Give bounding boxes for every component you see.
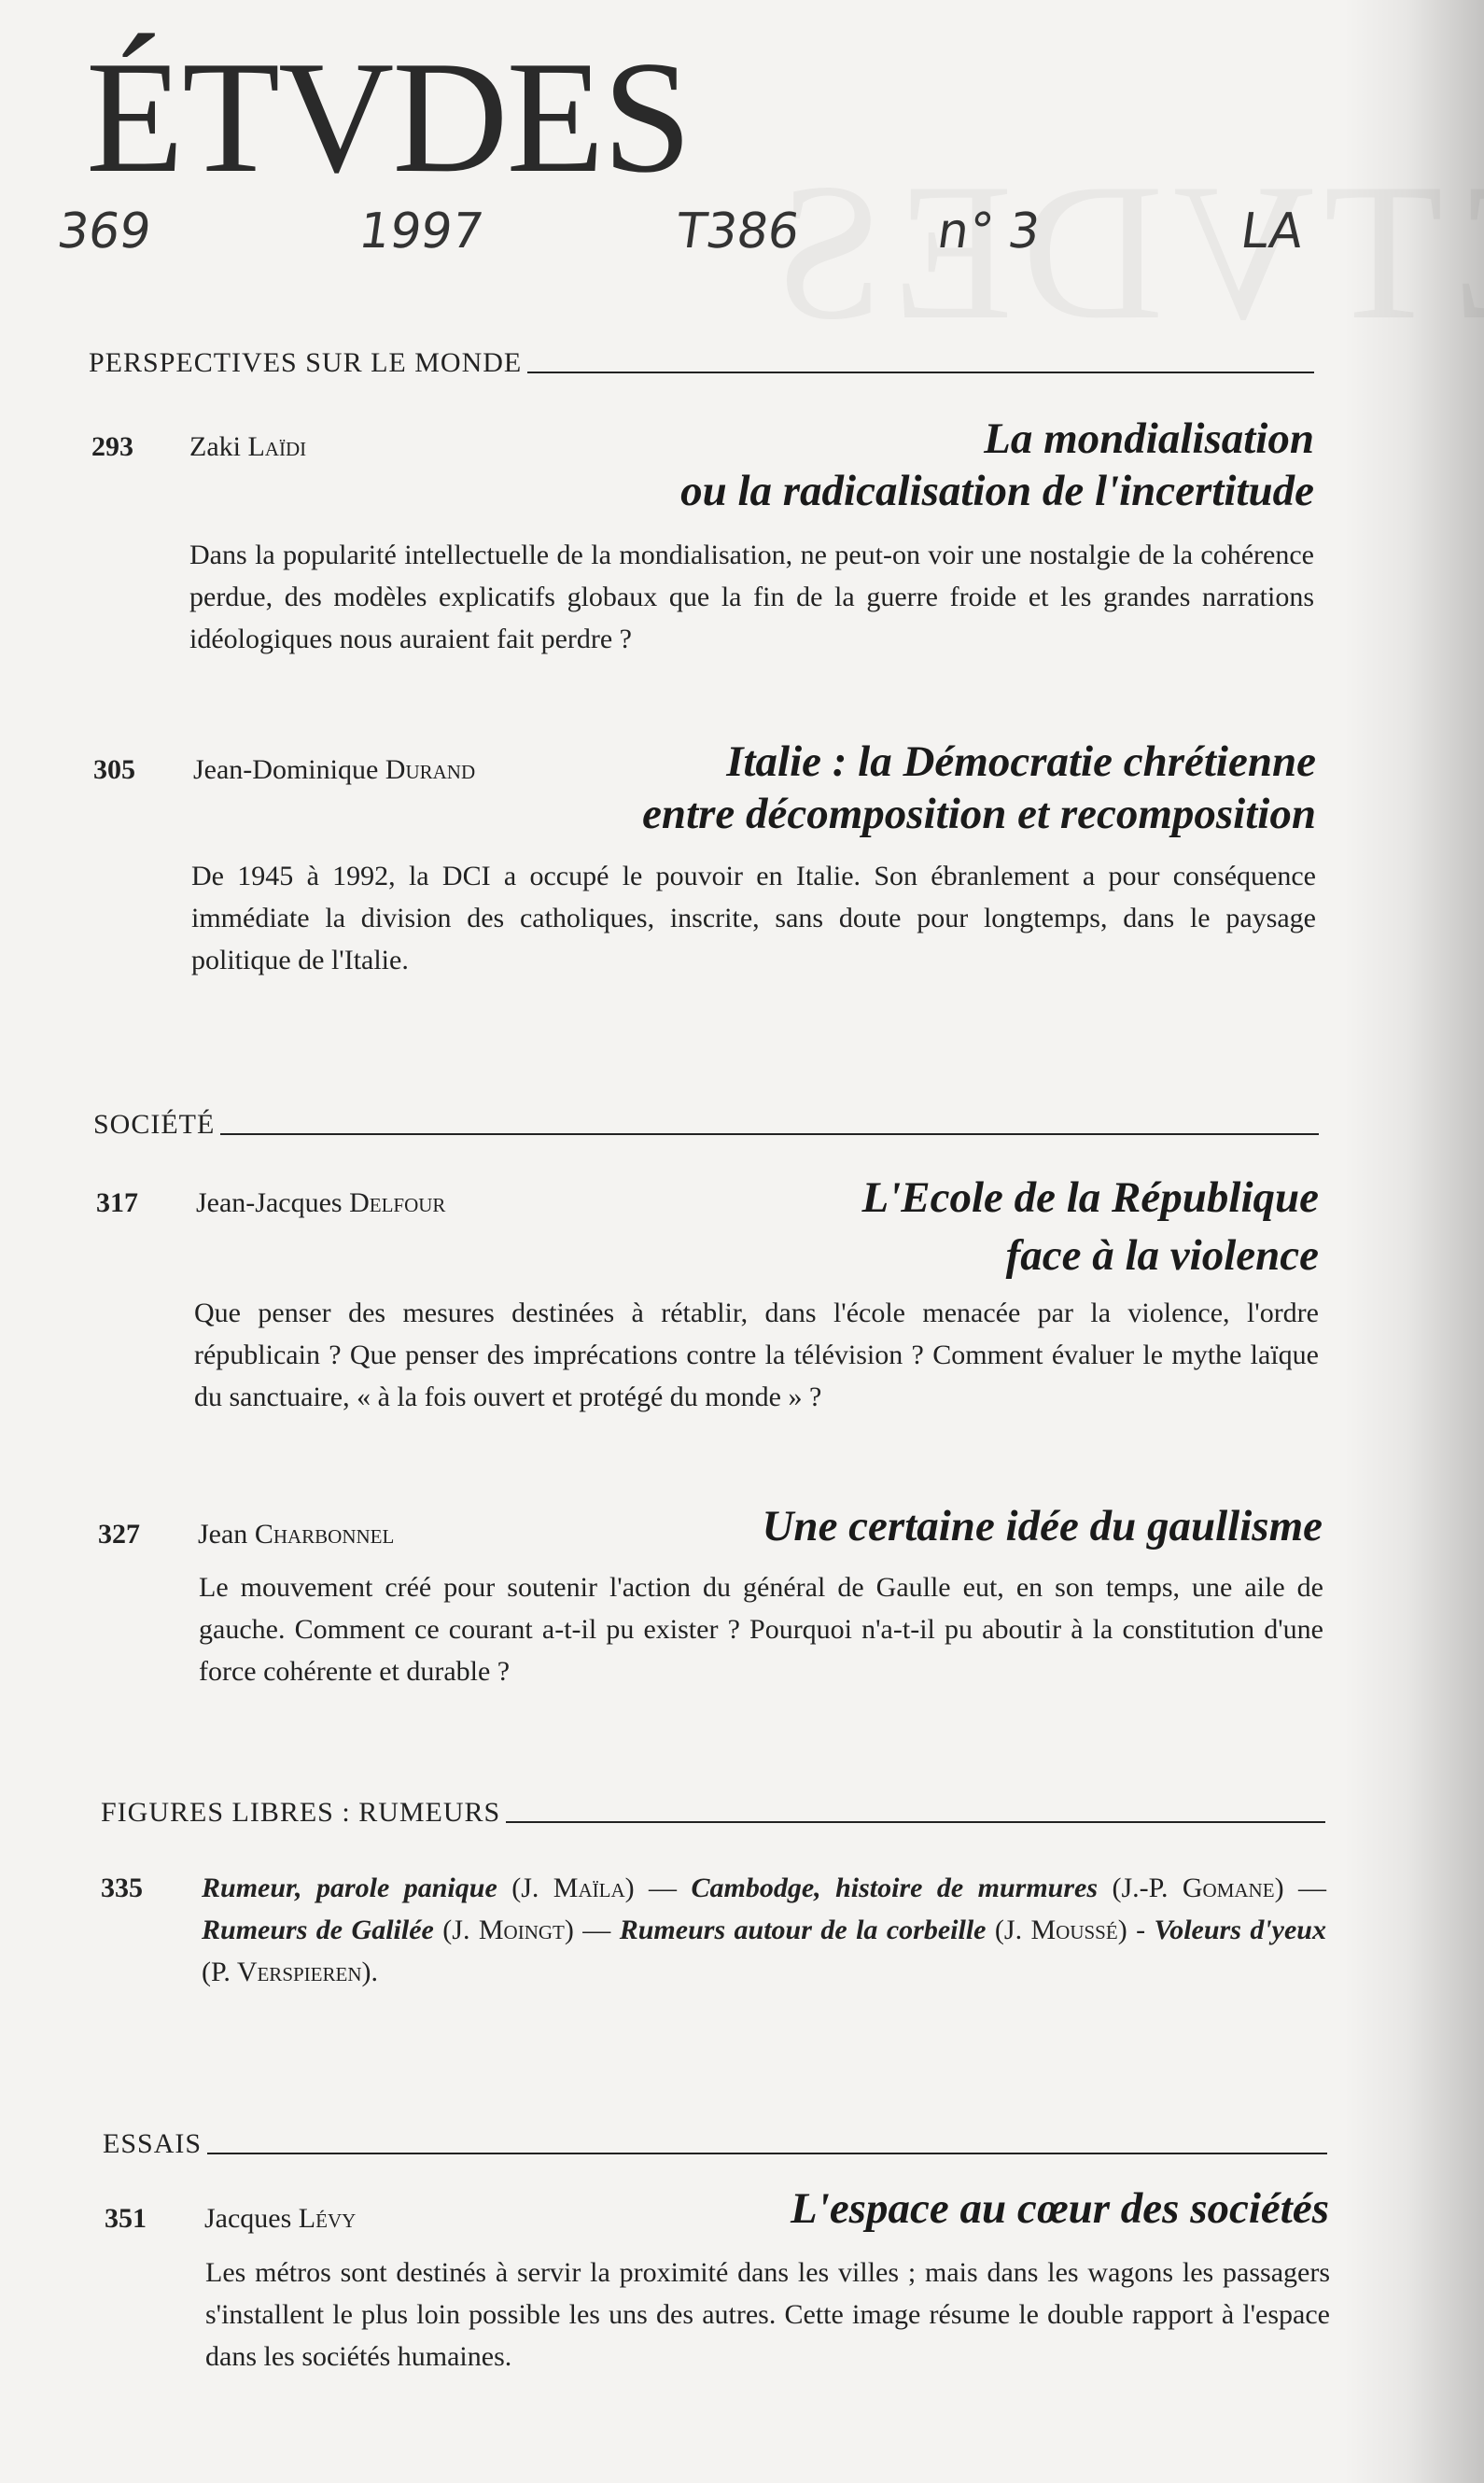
rumeur-author: J.-P. Gomane: [1121, 1873, 1275, 1903]
section-rule: [506, 1820, 1325, 1823]
author-last-name: Durand: [385, 754, 476, 785]
article-title-line: Italie : la Démocratie chrétienne: [726, 737, 1316, 786]
rumeur-title: Rumeurs autour de la corbeille: [619, 1915, 987, 1945]
article-title-line: entre décomposition et recomposition: [642, 790, 1316, 838]
author-last-name: Laïdi: [247, 431, 307, 462]
article-title-line: L'Ecole de la République: [861, 1173, 1319, 1222]
article-title: [680, 413, 1314, 517]
page-number: 335: [101, 1873, 143, 1903]
author-first-name: Jean-Dominique: [193, 754, 385, 785]
author-name: [204, 2203, 356, 2235]
handwritten-note-year: 1997: [355, 203, 487, 260]
rumeur-title: Rumeur, parole panique: [202, 1873, 497, 1903]
article-title-line: ou la radicalisation de l'incertitude: [680, 467, 1314, 515]
author-name: [189, 431, 306, 463]
article-title-line: Une certaine idée du gaullisme: [762, 1502, 1323, 1550]
article-summary: Les métros sont destinés à servir la proximité dans les villes ; mais dans les wagons les passagers s'installent le plus loin possible les uns des autres. Cette image résume le double rapport à l'espace dans les sociétés humaines.: [205, 2257, 1330, 2372]
rumeur-title: Rumeurs de Galilée: [202, 1915, 434, 1945]
handwritten-note-volume: 369: [53, 203, 155, 260]
page-number: 351: [105, 2203, 147, 2234]
rumeur-separator: —: [573, 1915, 620, 1945]
section-heading-perspectives: [89, 347, 1314, 379]
masthead-title: ÉTVDES: [86, 29, 691, 206]
page-number: 317: [96, 1187, 138, 1218]
section-heading-societe: [93, 1109, 1319, 1141]
section-rule: [207, 2152, 1327, 2154]
rumeurs-contents: Rumeur, parole panique (J. Maïla) — Cambodge, histoire de murmures (J.-P. Gomane) — Rumeurs de Galilée (J. Moingt) — Rumeurs autour de la corbeille (J. Moussé) - Voleurs d'yeux (P. Verspieren).: [202, 1873, 1326, 1987]
rumeur-author: J. Moingt: [452, 1915, 565, 1945]
author-name: [198, 1519, 394, 1550]
article-title: [762, 1500, 1323, 1552]
section-rule: [220, 1132, 1319, 1135]
rumeur-separator: —: [634, 1873, 692, 1903]
article-title: [642, 736, 1316, 840]
article-title-line: L'espace au cœur des sociétés: [791, 2184, 1329, 2233]
handwritten-note-number: n° 3: [933, 203, 1043, 260]
author-name: [193, 754, 475, 786]
rumeur-title: Cambodge, histoire de murmures: [691, 1873, 1099, 1903]
author-name: [196, 1187, 445, 1219]
author-last-name: Delfour: [349, 1187, 446, 1218]
author-first-name: Jean-Jacques: [196, 1187, 350, 1218]
section-label: ESSAIS: [103, 2128, 203, 2159]
page-number: 293: [91, 431, 133, 462]
article-summary: De 1945 à 1992, la DCI a occupé le pouvoir en Italie. Son ébranlement a pour conséquence immédiate la division des catholiques, inscrite, sans doute pour longtemps, dans le paysage politique de l'Italie.: [191, 861, 1316, 975]
section-heading-figures-libres: [101, 1797, 1325, 1829]
article-summary: Le mouvement créé pour soutenir l'action du général de Gaulle eut, en son temps, une aile de gauche. Comment ce courant a-t-il pu exister ? Pourquoi n'a-t-il pu aboutir à la constitution d'une force cohérente et durable ?: [199, 1572, 1323, 1687]
page-number: 327: [98, 1519, 140, 1550]
section-heading-essais: [103, 2128, 1327, 2160]
handwritten-note-tome: T386: [672, 203, 804, 260]
page-edge-shadow: [1344, 0, 1484, 2483]
section-label: PERSPECTIVES SUR LE MONDE: [89, 347, 523, 378]
article-title-line: La mondialisation: [984, 414, 1314, 463]
author-first-name: Jean: [198, 1519, 255, 1550]
rumeur-separator: .: [371, 1957, 378, 1987]
author-last-name: Charbonnel: [254, 1519, 395, 1550]
page-number: 305: [93, 754, 135, 785]
author-first-name: Zaki: [189, 431, 248, 462]
article-title: [861, 1169, 1319, 1284]
article-summary: Dans la popularité intellectuelle de la mondialisation, ne peut-on voir une nostalgie de la cohérence perdue, des modèles explicatifs globaux que la fin de la guerre froide et les grandes narrations idéologiques nous auraient fait perdre ?: [189, 540, 1314, 654]
article-summary: Que penser des mesures destinées à rétablir, dans l'école menacée par la violence, l'ordre républicain ? Que penser des imprécations contre la télévision ? Comment évaluer le mythe laïque du sanctuaire, « à la fois ouvert et protégé du monde » ?: [194, 1298, 1319, 1412]
article-title: [791, 2182, 1329, 2235]
rumeur-author: J. Maïla: [521, 1873, 625, 1903]
rumeur-title: Voleurs d'yeux: [1154, 1915, 1326, 1945]
rumeur-author: P. Verspieren: [211, 1957, 362, 1987]
author-last-name: Lévy: [298, 2203, 357, 2234]
author-first-name: Jacques: [204, 2203, 299, 2234]
section-label: FIGURES LIBRES : RUMEURS: [101, 1797, 501, 1828]
section-rule: [527, 371, 1314, 373]
rumeur-author: J. Moussé: [1003, 1915, 1118, 1945]
section-label: SOCIÉTÉ: [93, 1109, 216, 1140]
handwritten-note-initials: LA: [1237, 203, 1307, 260]
rumeur-separator: -: [1127, 1915, 1155, 1945]
rumeur-separator: —: [1283, 1873, 1326, 1903]
article-title-line: face à la violence: [1005, 1231, 1319, 1280]
